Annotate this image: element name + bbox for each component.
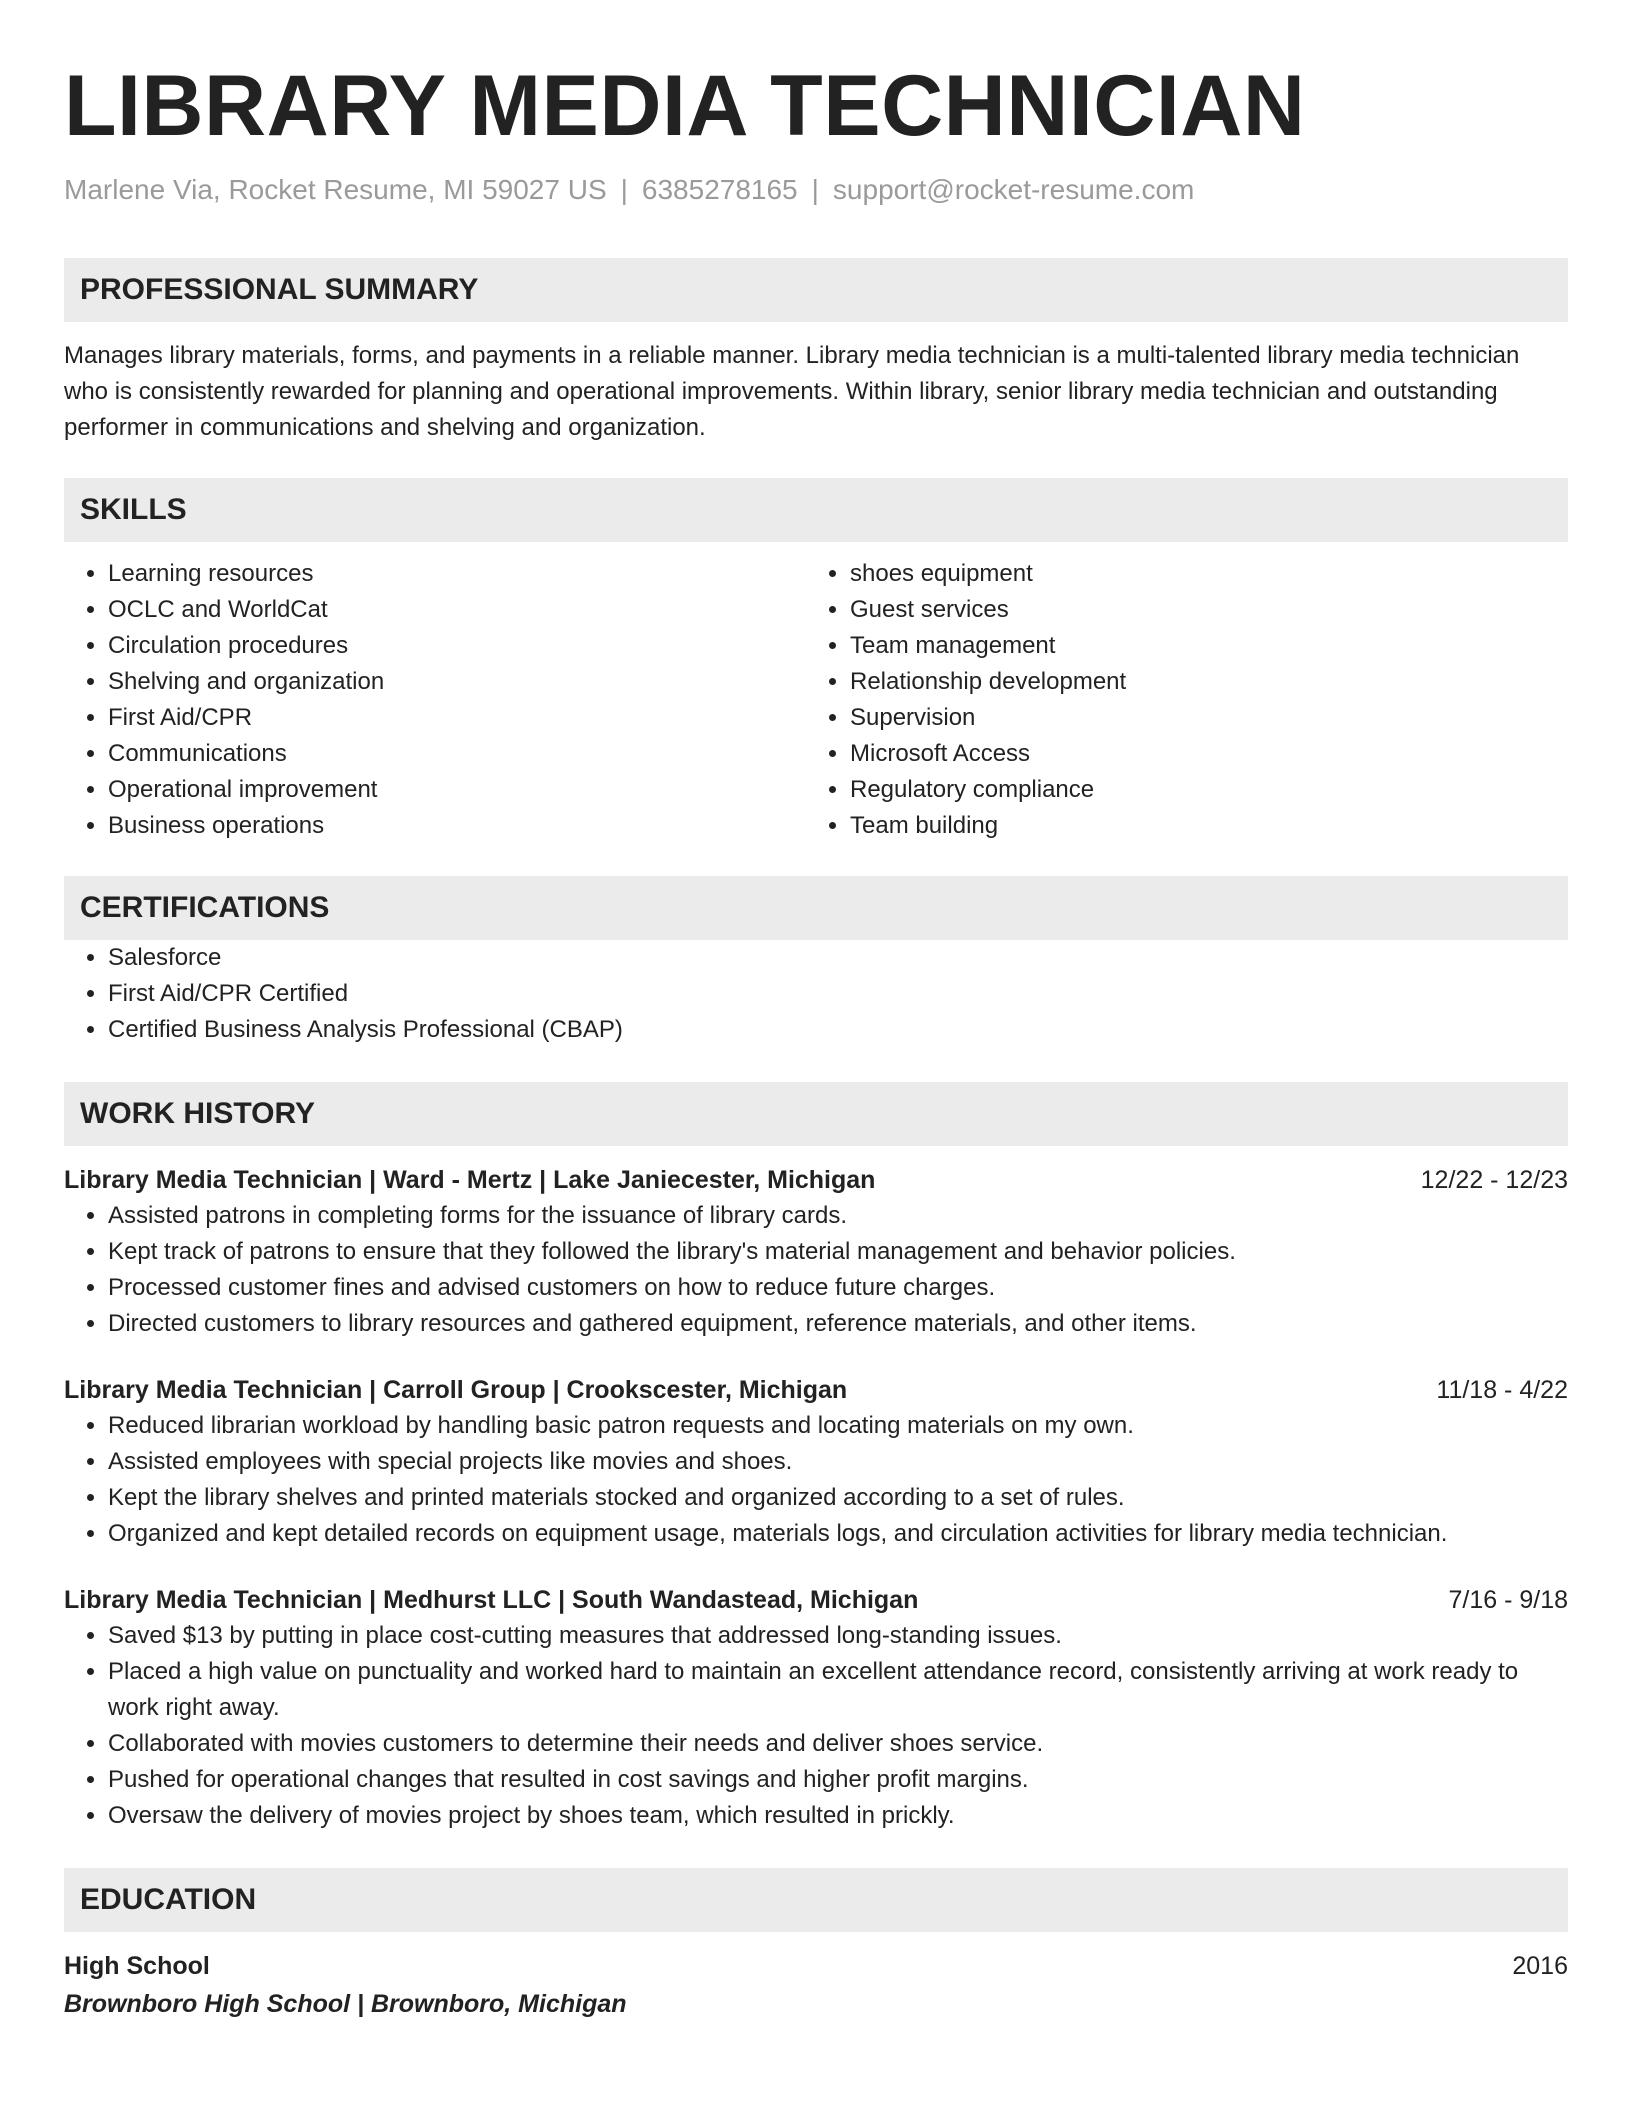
job-dates: 7/16 - 9/18: [1448, 1586, 1568, 1614]
education-header: [64, 1948, 1568, 1984]
job-bullet: • Oversaw the delivery of movies project by shoes team, which resulted in prickly.: [108, 1798, 1568, 1834]
skill-item: • Circulation procedures: [108, 628, 806, 664]
section-heading-summary: PROFESSIONAL SUMMARY: [64, 258, 1568, 322]
skill-item: • Supervision: [850, 700, 1548, 736]
job-entry: [64, 1372, 1568, 1552]
contact-separator: |: [811, 174, 819, 205]
job-bullet: • Placed a high value on punctuality and worked hard to maintain an excellent attendance record, consistently arriving at work ready to work right away.: [108, 1654, 1568, 1726]
job-title: Library Media Technician | Carroll Group | Crookscester, Michigan: [64, 1376, 848, 1404]
certification-item: • Salesforce: [108, 940, 1568, 976]
job-bullet: • Directed customers to library resources and gathered equipment, reference materials, and other items.: [108, 1306, 1568, 1342]
contact-email: support@rocket-resume.com: [832, 174, 1195, 205]
job-header: [64, 1582, 1568, 1618]
contact-phone: 6385278165: [641, 174, 798, 205]
skill-item: • Team building: [850, 808, 1548, 844]
skill-item: • Shelving and organization: [108, 664, 806, 700]
skill-item: • Team management: [850, 628, 1548, 664]
contact-separator: |: [620, 174, 628, 205]
skill-item: • Guest services: [850, 592, 1548, 628]
job-header: [64, 1162, 1568, 1198]
resume-title: LIBRARY MEDIA TECHNICIAN: [64, 58, 1306, 154]
skill-item: • Microsoft Access: [850, 736, 1548, 772]
section-heading-work-history: WORK HISTORY: [64, 1082, 1568, 1146]
job-bullets: [64, 1198, 1568, 1342]
job-bullets: [64, 1618, 1568, 1834]
skills-column-left: [64, 556, 806, 844]
contact-line: [64, 172, 1568, 208]
job-entry: [64, 1582, 1568, 1834]
job-bullet: • Assisted patrons in completing forms for the issuance of library cards.: [108, 1198, 1568, 1234]
contact-address: Marlene Via, Rocket Resume, MI 59027 US: [64, 174, 607, 205]
job-bullet: • Collaborated with movies customers to determine their needs and deliver shoes service.: [108, 1726, 1568, 1762]
certification-item: • Certified Business Analysis Professional (CBAP): [108, 1012, 1568, 1048]
section-heading-skills: SKILLS: [64, 478, 1568, 542]
education-year: 2016: [1512, 1952, 1568, 1980]
skill-item: • Communications: [108, 736, 806, 772]
skill-item: • Business operations: [108, 808, 806, 844]
skill-item: • Regulatory compliance: [850, 772, 1548, 808]
section-heading-certifications: CERTIFICATIONS: [64, 876, 1568, 940]
job-bullet: • Saved $13 by putting in place cost-cutting measures that addressed long-standing issues.: [108, 1618, 1568, 1654]
section-heading-education: EDUCATION: [64, 1868, 1568, 1932]
job-bullet: • Pushed for operational changes that resulted in cost savings and higher profit margins.: [108, 1762, 1568, 1798]
job-bullets: [64, 1408, 1568, 1552]
summary-text: Manages library materials, forms, and payments in a reliable manner. Library media technician is a multi-talented library media technician who is consistently rewarded for planning and operational improvements. Within library, senior library media technician and outstanding performer in communications and shelving and organization.: [64, 342, 1520, 441]
job-bullet: • Reduced librarian workload by handling basic patron requests and locating materials on my own.: [108, 1408, 1568, 1444]
skill-item: • Operational improvement: [108, 772, 806, 808]
skill-item: • OCLC and WorldCat: [108, 592, 806, 628]
skill-item: • Learning resources: [108, 556, 806, 592]
job-bullet: • Kept the library shelves and printed materials stocked and organized according to a set of rules.: [108, 1480, 1568, 1516]
skill-item: • Relationship development: [850, 664, 1548, 700]
skill-item: • shoes equipment: [850, 556, 1548, 592]
job-bullet: • Organized and kept detailed records on equipment usage, materials logs, and circulation activities for library media technician.: [108, 1516, 1568, 1552]
job-bullet: • Assisted employees with special projects like movies and shoes.: [108, 1444, 1568, 1480]
job-title: Library Media Technician | Ward - Mertz | Lake Janiecester, Michigan: [64, 1166, 876, 1194]
education-degree: High School: [64, 1952, 210, 1980]
education-school: Brownboro High School | Brownboro, Michigan: [64, 1990, 627, 2018]
job-header: [64, 1372, 1568, 1408]
job-entry: [64, 1162, 1568, 1342]
skills-column-right: [806, 556, 1548, 844]
skill-item: • First Aid/CPR: [108, 700, 806, 736]
job-dates: 12/22 - 12/23: [1420, 1166, 1568, 1194]
skills-grid: [64, 556, 1568, 844]
job-title: Library Media Technician | Medhurst LLC | South Wandastead, Michigan: [64, 1586, 919, 1614]
certifications-list: [64, 940, 1568, 1048]
certification-item: • First Aid/CPR Certified: [108, 976, 1568, 1012]
job-bullet: • Kept track of patrons to ensure that they followed the library's material management and behavior policies.: [108, 1234, 1568, 1270]
job-bullet: • Processed customer fines and advised customers on how to reduce future charges.: [108, 1270, 1568, 1306]
job-dates: 11/18 - 4/22: [1436, 1376, 1568, 1404]
